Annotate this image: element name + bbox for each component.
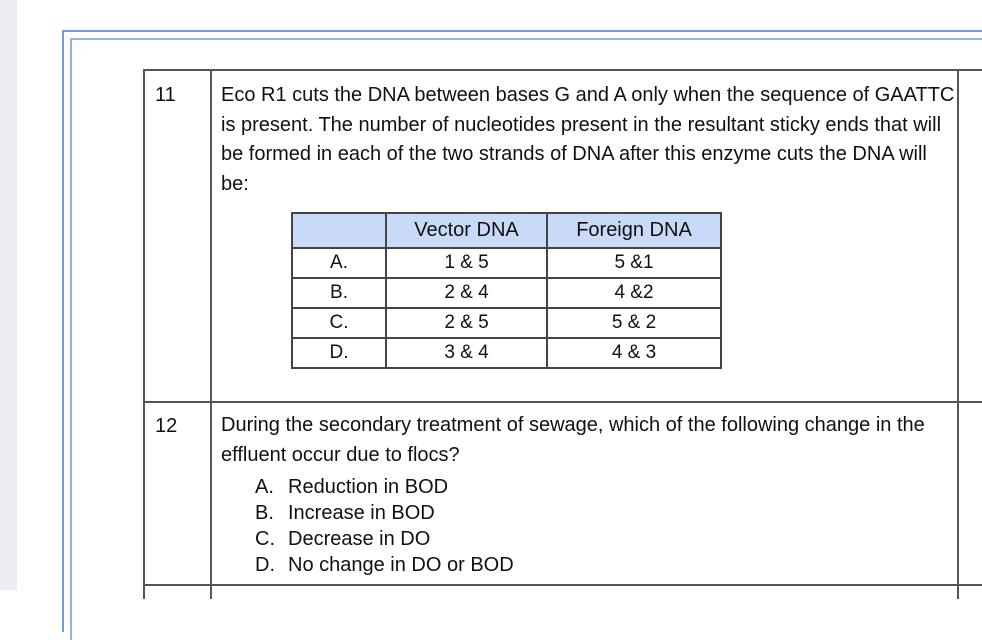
option-letter: A. xyxy=(255,476,274,498)
column-divider xyxy=(957,69,959,599)
option-letter: B. xyxy=(255,502,274,524)
table-row xyxy=(292,248,721,278)
foreign-value: 5 & 2 xyxy=(547,308,721,338)
option-letter: B. xyxy=(292,278,386,308)
answer-table xyxy=(291,212,722,369)
option-item xyxy=(255,526,514,552)
question-text: During the secondary treatment of sewage, which of the following change in the effluent occur due to flocs? xyxy=(221,414,925,466)
option-letter: C. xyxy=(292,308,386,338)
table-row xyxy=(292,278,721,308)
foreign-value: 4 & 3 xyxy=(547,338,721,368)
option-item xyxy=(255,552,514,578)
option-letter: A. xyxy=(292,248,386,278)
row-divider xyxy=(143,584,982,586)
table-top-border xyxy=(143,69,982,71)
vector-value: 3 & 4 xyxy=(386,338,547,368)
option-text: Increase in BOD xyxy=(288,502,435,524)
options-list xyxy=(255,474,514,578)
table-row xyxy=(292,308,721,338)
scrollbar-gutter xyxy=(0,0,17,590)
option-text: Reduction in BOD xyxy=(288,476,449,498)
foreign-value: 5 &1 xyxy=(547,248,721,278)
option-letter: D. xyxy=(292,338,386,368)
option-item xyxy=(255,474,514,500)
option-item xyxy=(255,500,514,526)
header-cell: Vector DNA xyxy=(386,213,547,248)
question-number: 12 xyxy=(155,415,178,437)
question-text: Eco R1 cuts the DNA between bases G and A only when the sequence of GAATTC is present. The number of nucleotides present in the resultant sticky ends that will be formed in each of the two strands of DNA after this enzyme cuts the DNA will be: xyxy=(221,84,955,195)
vector-value: 2 & 5 xyxy=(386,308,547,338)
question-number: 11 xyxy=(155,84,176,106)
foreign-value: 4 &2 xyxy=(547,278,721,308)
table-left-border xyxy=(143,69,145,599)
table-row xyxy=(292,338,721,368)
column-divider xyxy=(210,69,212,599)
option-letter: D. xyxy=(255,554,275,576)
vector-value: 1 & 5 xyxy=(386,248,547,278)
row-divider xyxy=(143,401,982,403)
header-cell xyxy=(292,213,386,248)
header-cell: Foreign DNA xyxy=(547,213,721,248)
option-text: No change in DO or BOD xyxy=(288,554,514,576)
option-letter: C. xyxy=(255,528,275,550)
option-text: Decrease in DO xyxy=(288,528,431,550)
vector-value: 2 & 4 xyxy=(386,278,547,308)
